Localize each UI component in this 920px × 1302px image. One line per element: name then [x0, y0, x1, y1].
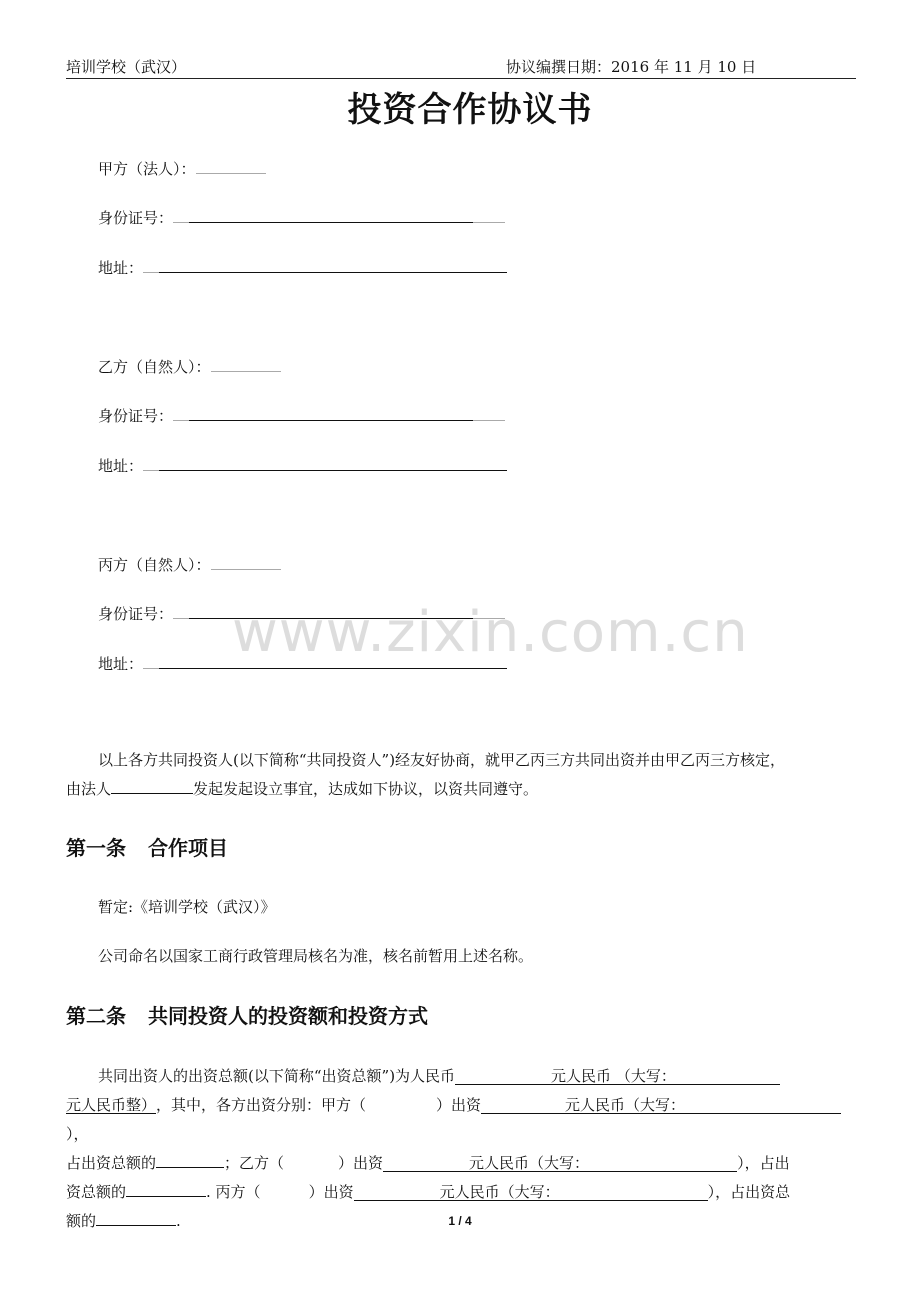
article-2-text: 资总额的: [66, 1183, 127, 1201]
article-2-line-2: [66, 1091, 858, 1149]
blank-line: [143, 654, 159, 669]
header-school: 培训学校（武汉）: [66, 58, 187, 76]
party-a-name-label: 甲方（法人）：: [98, 160, 196, 178]
party-b-address-label: 地址：: [98, 457, 144, 475]
amount-blank: [383, 1155, 737, 1172]
article-2-paragraph: [66, 1062, 858, 1236]
party-b-id-label: 身份证号：: [98, 407, 174, 425]
article-2-text: 额的: [66, 1212, 97, 1230]
blank-line: [173, 604, 189, 619]
intro-text: 发起发起设立事宜，达成如下协议，以资共同遵守。: [193, 780, 539, 798]
party-b-name-label: 乙方（自然人）：: [98, 358, 211, 376]
blank-line: [111, 793, 193, 794]
party-b-address-field: [98, 455, 507, 476]
intro-text: 由法人: [66, 780, 112, 798]
intro-line-2: [66, 775, 858, 804]
article-2-text: 元人民币整）: [66, 1096, 157, 1114]
article-2-title: 共同投资人的投资额和投资方式: [148, 1004, 428, 1028]
blank-line: [189, 208, 473, 223]
blank-line: [473, 208, 505, 223]
party-c-name-label: 丙方（自然人）：: [98, 556, 211, 574]
amount-blank: [481, 1097, 565, 1114]
blank-line: [126, 1196, 206, 1197]
article-2-heading: [66, 1000, 428, 1029]
party-a-id-field: [98, 207, 505, 228]
page-number: 1 / 4: [448, 1214, 472, 1228]
article-2-text: ），占出资总: [707, 1183, 791, 1201]
blank-line: [173, 406, 189, 421]
amount-blank: [354, 1184, 708, 1201]
blank-line: [159, 258, 507, 273]
article-1-paragraph-2: [66, 942, 858, 971]
article-2-text: ）出资: [436, 1096, 482, 1114]
blank-line: [196, 159, 266, 174]
amount-blank: [565, 1097, 841, 1114]
article-2-line-1: [66, 1062, 858, 1091]
article-1-text: 公司命名以国家工商行政管理局核名为准，核名前暂用上述名称。: [98, 947, 534, 965]
article-2-text: 元人民币（大写：: [469, 1154, 590, 1172]
blank-line: [143, 258, 159, 273]
party-c-name-field: [98, 554, 281, 575]
party-c-address-label: 地址：: [98, 655, 144, 673]
article-2-number: 第二条: [66, 1004, 126, 1028]
article-2-text: . 丙方（: [206, 1183, 261, 1201]
watermark: www.zixin.com.cn: [232, 600, 749, 665]
article-2-text: 共同出资人的出资总额(以下简称“出资总额”)为人民币: [98, 1067, 456, 1085]
party-a-address-label: 地址：: [98, 259, 144, 277]
blank-line: [173, 208, 189, 223]
article-1-title: 合作项目: [148, 836, 228, 860]
article-2-text: ，其中，各方出资分别：甲方（: [156, 1096, 367, 1114]
header-date: 协议编撰日期：2016 年 11 月 10 日: [506, 58, 757, 76]
blank-line: [143, 456, 159, 471]
page-header: [66, 56, 856, 79]
article-2-text: ；乙方（: [224, 1154, 285, 1172]
party-b-id-field: [98, 405, 505, 426]
blank-line: [211, 357, 281, 372]
blank-line: [189, 406, 473, 421]
blank-line: [159, 456, 507, 471]
party-c-id-label: 身份证号：: [98, 605, 174, 623]
blank-line: [473, 406, 505, 421]
article-2-text: 占出资总额的: [66, 1154, 157, 1172]
party-a-id-label: 身份证号：: [98, 209, 174, 227]
article-2-text: ），占出: [737, 1154, 790, 1172]
article-2-line-3: [66, 1149, 858, 1178]
party-b-name-field: [98, 356, 281, 377]
article-1-heading: [66, 832, 228, 861]
blank-line: [211, 555, 281, 570]
intro-paragraph: [66, 746, 858, 804]
article-2-text: .: [176, 1212, 181, 1230]
article-2-text: 元人民币（大写：: [439, 1183, 560, 1201]
article-2-text: 元人民币（大写：: [565, 1096, 686, 1114]
article-1-paragraph-1: [66, 893, 858, 922]
blank-line: [156, 1167, 224, 1168]
amount-blank: [455, 1068, 780, 1085]
article-1-text: 暂定:《培训学校（武汉）》: [98, 898, 276, 916]
document-title: 投资合作协议书: [347, 90, 593, 130]
intro-line-1: 以上各方共同投资人(以下简称“共同投资人”)经友好协商，就甲乙丙三方共同出资并由甲乙丙三方核定，: [98, 751, 786, 769]
party-a-address-field: [98, 257, 507, 278]
article-2-line-4: [66, 1178, 858, 1207]
article-2-text: ）出资: [338, 1154, 384, 1172]
article-2-text: 元人民币 （大写：: [551, 1067, 676, 1085]
party-a-name-field: [98, 158, 266, 179]
article-2-text: ），: [66, 1125, 89, 1143]
article-1-number: 第一条: [66, 836, 126, 860]
article-2-text: ）出资: [308, 1183, 354, 1201]
